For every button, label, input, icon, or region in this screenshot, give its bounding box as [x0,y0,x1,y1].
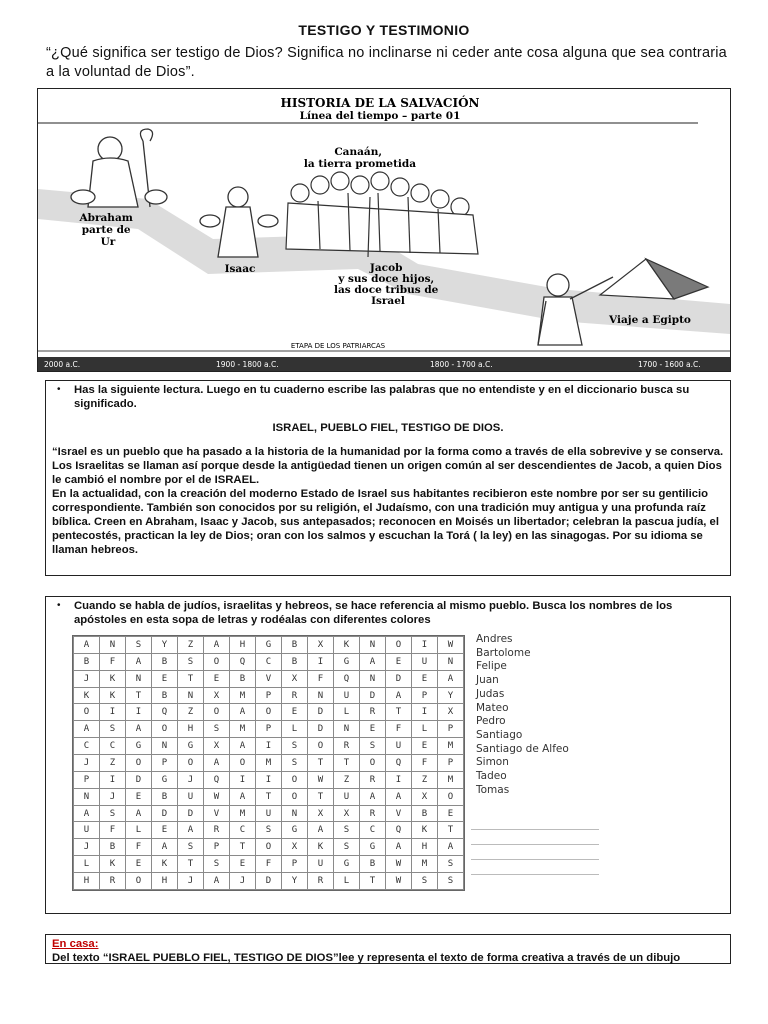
grid-cell[interactable]: Z [100,755,126,772]
grid-cell[interactable]: N [438,653,464,670]
grid-cell[interactable]: X [334,805,360,822]
abraham-label-2: parte de [81,224,131,236]
grid-cell[interactable]: T [230,839,256,856]
grid-row [74,873,464,890]
grid-cell[interactable]: O [126,755,152,772]
grid-cell[interactable]: S [100,721,126,738]
grid-cell[interactable]: G [178,738,204,755]
grid-cell[interactable]: A [178,822,204,839]
grid-cell[interactable]: V [204,805,230,822]
grid-cell[interactable]: F [412,755,438,772]
grid-cell[interactable]: E [282,704,308,721]
grid-row [74,822,464,839]
apostle-name: Santiago [476,728,523,741]
grid-cell[interactable]: K [100,670,126,687]
apostle-name: Pedro [476,715,506,728]
grid-cell[interactable]: O [256,839,282,856]
grid-cell[interactable]: W [204,788,230,805]
grid-cell[interactable]: R [100,873,126,890]
grid-cell[interactable]: U [334,788,360,805]
jacob-label-3: las doce tribus de [333,284,439,296]
pyramid-icon [600,259,708,299]
grid-cell[interactable]: W [308,771,334,788]
grid-cell[interactable]: N [152,738,178,755]
grid-cell[interactable]: S [126,637,152,654]
grid-cell[interactable]: Q [204,771,230,788]
grid-cell[interactable]: H [412,839,438,856]
grid-cell[interactable]: K [412,822,438,839]
egypt-label: Viaje a Egipto [609,314,691,326]
grid-cell[interactable]: A [126,653,152,670]
grid-cell[interactable]: A [204,755,230,772]
grid-cell[interactable]: E [152,670,178,687]
grid-cell[interactable]: T [386,704,412,721]
grid-cell[interactable]: S [282,755,308,772]
grid-cell[interactable]: I [100,704,126,721]
jacob-group-figure [286,172,478,257]
apostle-name: Simon [476,756,509,769]
grid-cell[interactable]: G [256,637,282,654]
grid-cell[interactable]: E [412,738,438,755]
homework-section [45,934,731,964]
grid-cell[interactable]: M [230,687,256,704]
grid-cell[interactable]: N [100,637,126,654]
grid-cell[interactable]: T [438,822,464,839]
grid-cell[interactable]: A [126,805,152,822]
abraham-figure [71,129,167,207]
grid-cell[interactable]: X [204,738,230,755]
grid-cell[interactable]: I [308,653,334,670]
grid-cell[interactable]: E [152,822,178,839]
date-3: 1800 - 1700 a.C. [430,360,493,369]
grid-cell[interactable]: R [334,738,360,755]
grid-cell[interactable]: I [256,738,282,755]
grid-cell[interactable]: P [282,856,308,873]
reading-title: ISRAEL, PUEBLO FIEL, TESTIGO DE DIOS. [272,422,504,434]
grid-cell[interactable]: O [438,788,464,805]
grid-cell[interactable]: C [360,822,386,839]
homework-text: Del texto “ISRAEL PUEBLO FIEL, TESTIGO DE DIOS”lee y representa el texto de forma creativa a través de un dibujo [52,952,681,964]
grid-cell[interactable]: Q [152,704,178,721]
grid-row [74,771,464,788]
grid-cell[interactable]: A [152,839,178,856]
grid-cell[interactable]: Y [152,637,178,654]
grid-cell[interactable]: R [360,704,386,721]
grid-cell[interactable]: A [386,788,412,805]
bullet-icon: • [57,600,61,611]
grid-cell[interactable]: H [152,873,178,890]
grid-cell[interactable]: U [334,687,360,704]
grid-row [74,755,464,772]
grid-cell[interactable]: H [178,721,204,738]
grid-cell[interactable]: B [100,839,126,856]
grid-cell[interactable]: O [256,704,282,721]
grid-cell[interactable]: C [230,822,256,839]
reading-paragraph: En la actualidad, con la creación del moderno Estado de Israel sus habitantes recibieron este nombre por ser su gentilicio correspondiente. También son conocidos por su religión, el Judaísmo, con una tradición muy antigua y una profunda raíz bíblica. Creen en Abraham, Isaac y Jacob, sus antepasados; reconocen en Moisés un libertador; celebran la pascua judía, el pentecostés, practican la ley de Dios; oran con los salmos y escuchan la Torá ( la ley) en las sinagogas. Por su idioma se llaman hebreos. [52,488,719,556]
grid-cell[interactable]: N [74,788,100,805]
grid-cell[interactable]: S [256,822,282,839]
date-2: 1900 - 1800 a.C. [216,360,279,369]
grid-row [74,839,464,856]
grid-cell[interactable]: B [74,653,100,670]
grid-cell[interactable]: R [282,687,308,704]
jacob-label-2: y sus doce hijos, [338,273,435,285]
grid-cell[interactable]: S [438,856,464,873]
grid-cell[interactable]: A [438,839,464,856]
grid-cell[interactable]: S [360,738,386,755]
grid-cell[interactable]: H [74,873,100,890]
grid-cell[interactable]: O [360,755,386,772]
grid-cell[interactable]: G [360,839,386,856]
grid-cell[interactable]: L [334,873,360,890]
grid-cell[interactable]: Y [282,873,308,890]
page-title: TESTIGO Y TESTIMONIO [298,22,470,38]
grid-cell[interactable]: N [308,687,334,704]
grid-cell[interactable]: G [126,738,152,755]
grid-cell[interactable]: J [74,755,100,772]
grid-cell[interactable]: L [334,704,360,721]
grid-cell[interactable]: K [152,856,178,873]
grid-cell[interactable]: A [230,704,256,721]
grid-cell[interactable]: U [256,805,282,822]
grid-cell[interactable]: O [178,755,204,772]
svg-text:Abraham parte de U [78,212,136,248]
intro-quote: “¿Qué significa ser testigo de Dios? Significa no inclinarse ni ceder ante cosa alguna que sea contraria a la voluntad de Dios”. [46,45,727,80]
apostle-name: Judas [476,687,505,700]
grid-cell[interactable]: R [360,771,386,788]
grid-cell[interactable]: R [360,805,386,822]
grid-cell[interactable]: E [360,721,386,738]
grid-cell[interactable]: O [152,721,178,738]
puzzle-instruction: Cuando se habla de judíos, israelitas y hebreos, se hace referencia al mismo pueblo. Busca los nombres de los apóstoles en esta sopa de letras y rodéalas con diferentes colores [74,600,673,626]
grid-cell[interactable]: O [204,704,230,721]
writing-lines [471,829,599,889]
grid-cell[interactable]: I [412,637,438,654]
grid-row [74,788,464,805]
grid-cell[interactable]: O [282,788,308,805]
reading-paragraph: “Israel es un pueblo que ha pasado a la historia de la humanidad por la forma como a través de ella sobrevive y se conserva. [52,446,724,458]
grid-cell[interactable]: R [204,822,230,839]
grid-row [74,738,464,755]
grid-cell[interactable]: D [386,670,412,687]
grid-cell[interactable]: O [74,704,100,721]
grid-cell[interactable]: U [308,856,334,873]
grid-row [74,721,464,738]
grid-cell[interactable]: J [178,771,204,788]
isaac-label: Isaac [224,263,256,275]
grid-cell[interactable]: W [386,873,412,890]
canaan-label-1: Canaán, [334,146,383,158]
reading-section [45,380,731,576]
grid-cell[interactable]: E [204,670,230,687]
grid-cell[interactable]: U [178,788,204,805]
grid-cell[interactable]: M [256,755,282,772]
apostle-name: Santiago de Alfeo [476,742,569,755]
grid-cell[interactable]: G [282,822,308,839]
grid-cell[interactable]: I [256,771,282,788]
apostle-name: Felipe [476,660,507,673]
word-search-grid [72,635,465,891]
grid-cell[interactable]: X [204,687,230,704]
grid-cell[interactable]: W [438,637,464,654]
grid-cell[interactable]: T [256,788,282,805]
grid-cell[interactable]: B [360,856,386,873]
grid-cell[interactable]: B [282,637,308,654]
grid-cell[interactable]: M [230,805,256,822]
homework-label: En casa: [52,938,99,950]
grid-row [74,687,464,704]
grid-cell[interactable]: X [282,670,308,687]
grid-cell[interactable]: T [360,873,386,890]
date-4: 1700 - 1600 a.C. [638,360,701,369]
grid-cell[interactable]: A [308,822,334,839]
grid-cell[interactable]: Q [230,653,256,670]
grid-cell[interactable]: K [100,687,126,704]
grid-cell[interactable]: E [230,856,256,873]
grid-row [74,704,464,721]
grid-cell[interactable]: A [360,653,386,670]
grid-cell[interactable]: A [438,670,464,687]
grid-cell[interactable]: G [152,771,178,788]
grid-cell[interactable]: J [100,788,126,805]
grid-cell[interactable]: K [334,637,360,654]
grid-cell[interactable]: E [412,670,438,687]
grid-cell[interactable]: H [230,637,256,654]
canaan-label-2: la tierra prometida [303,158,417,170]
grid-cell[interactable]: X [412,788,438,805]
grid-cell[interactable]: F [256,856,282,873]
apostle-name: Bartolome [476,646,531,659]
word-search-section [45,596,731,914]
grid-cell[interactable]: Q [386,822,412,839]
grid-cell[interactable]: F [126,839,152,856]
grid-cell[interactable]: F [100,653,126,670]
grid-cell[interactable]: W [386,856,412,873]
grid-cell[interactable]: P [74,771,100,788]
grid-cell[interactable]: M [438,771,464,788]
grid-cell[interactable]: C [100,738,126,755]
grid-cell[interactable]: N [360,670,386,687]
timeline-subtitle: Línea del tiempo – parte 01 [299,110,461,122]
grid-cell[interactable]: D [178,805,204,822]
grid-cell[interactable]: N [178,687,204,704]
grid-cell[interactable]: O [204,653,230,670]
grid-cell[interactable]: A [386,839,412,856]
grid-cell[interactable]: K [74,687,100,704]
grid-cell[interactable]: U [386,738,412,755]
grid-cell[interactable]: B [152,687,178,704]
apostle-name-list [476,633,569,797]
grid-cell[interactable]: U [412,653,438,670]
grid-cell[interactable]: Z [412,771,438,788]
grid-cell[interactable]: J [74,670,100,687]
grid-cell[interactable]: Q [386,755,412,772]
grid-cell[interactable]: A [74,721,100,738]
grid-row [74,805,464,822]
grid-cell[interactable]: B [152,653,178,670]
grid-cell[interactable]: M [438,738,464,755]
grid-cell[interactable]: S [438,873,464,890]
abraham-label-3: Ur [100,236,116,248]
grid-cell[interactable]: G [334,653,360,670]
grid-cell[interactable]: E [438,805,464,822]
grid-cell[interactable]: G [334,856,360,873]
reading-paragraph: Los Israelitas se llaman así porque desde la antigüedad tienen un origen común al ser descendientes de Jacob, a quien Dios le cambió el nombre por el de ISRAEL. [52,460,722,486]
grid-cell[interactable]: Y [438,687,464,704]
grid-cell[interactable]: A [230,788,256,805]
reading-instruction: Has la siguiente lectura. Luego en tu cuaderno escribe las palabras que no entendiste y en el diccionario busca su significado. [74,384,690,410]
grid-cell[interactable]: I [100,771,126,788]
grid-cell[interactable]: L [74,856,100,873]
grid-cell[interactable]: Q [334,670,360,687]
grid-cell[interactable]: I [230,771,256,788]
grid-cell[interactable]: Z [178,637,204,654]
grid-cell[interactable]: P [256,721,282,738]
abraham-label-1: Abraham [79,212,133,224]
grid-cell[interactable]: P [438,721,464,738]
grid-cell[interactable]: V [256,670,282,687]
grid-cell[interactable]: O [230,755,256,772]
grid-cell[interactable]: S [334,839,360,856]
grid-cell[interactable]: P [204,839,230,856]
grid-cell[interactable]: P [152,755,178,772]
grid-cell[interactable]: D [360,687,386,704]
grid-cell[interactable]: A [74,805,100,822]
grid-cell[interactable]: S [178,653,204,670]
timeline-illustration [37,88,731,372]
grid-cell[interactable]: B [230,670,256,687]
grid-cell[interactable]: T [308,788,334,805]
grid-cell[interactable]: K [308,839,334,856]
grid-cell[interactable]: O [308,738,334,755]
grid-cell[interactable]: J [74,839,100,856]
jacob-label-4: Israel [371,295,405,307]
grid-cell[interactable]: U [74,822,100,839]
grid-cell[interactable]: A [230,738,256,755]
grid-cell[interactable]: D [152,805,178,822]
grid-cell[interactable]: S [412,873,438,890]
grid-cell[interactable]: O [126,873,152,890]
grid-cell[interactable]: S [100,805,126,822]
grid-cell[interactable]: F [100,822,126,839]
grid-cell[interactable]: A [204,873,230,890]
apostle-name: Tomas [476,783,510,796]
grid-cell[interactable]: E [126,788,152,805]
grid-cell[interactable]: C [74,738,100,755]
grid-cell[interactable]: C [256,653,282,670]
grid-cell[interactable]: S [204,721,230,738]
grid-cell[interactable]: Z [178,704,204,721]
grid-cell[interactable]: S [204,856,230,873]
grid-cell[interactable]: X [308,637,334,654]
grid-cell[interactable]: L [126,822,152,839]
grid-cell[interactable]: N [360,637,386,654]
grid-cell[interactable]: D [308,704,334,721]
grid-cell[interactable]: T [126,687,152,704]
apostle-name: Juan [476,674,499,687]
grid-cell[interactable]: E [386,653,412,670]
apostle-name: Mateo [476,701,509,714]
grid-cell[interactable]: B [412,805,438,822]
grid-cell[interactable]: F [386,721,412,738]
grid-cell[interactable]: O [282,771,308,788]
bullet-icon: • [57,384,61,395]
timeline-title: HISTORIA DE LA SALVACIÓN [280,96,480,110]
grid-cell[interactable]: O [386,637,412,654]
grid-cell[interactable]: P [256,687,282,704]
grid-cell[interactable]: E [126,856,152,873]
grid-cell[interactable]: S [334,822,360,839]
grid-cell[interactable]: S [282,738,308,755]
jacob-label-1: Jacob [369,262,403,274]
grid-cell[interactable]: P [438,755,464,772]
grid-cell[interactable]: D [126,771,152,788]
grid-cell[interactable]: T [178,670,204,687]
grid-cell[interactable]: A [204,637,230,654]
grid-cell[interactable]: L [412,721,438,738]
grid-cell[interactable]: R [308,873,334,890]
grid-cell[interactable]: D [308,721,334,738]
grid-cell[interactable]: T [308,755,334,772]
grid-cell[interactable]: J [230,873,256,890]
grid-cell[interactable]: N [282,805,308,822]
grid-cell[interactable]: M [412,856,438,873]
grid-cell[interactable]: F [308,670,334,687]
grid-cell[interactable]: V [386,805,412,822]
grid-cell[interactable]: M [230,721,256,738]
grid-cell[interactable]: T [334,755,360,772]
grid-row [74,653,464,670]
grid-cell[interactable]: N [126,670,152,687]
grid-cell[interactable]: Z [334,771,360,788]
apostle-name: Tadeo [476,770,507,783]
date-1: 2000 a.C. [44,360,81,369]
grid-row [74,637,464,654]
grid-cell[interactable]: B [282,653,308,670]
svg-text:Canaán, la tierra promet [304,146,416,170]
grid-cell[interactable]: S [178,839,204,856]
grid-cell[interactable]: K [100,856,126,873]
grid-cell[interactable]: X [282,839,308,856]
grid-cell[interactable]: X [308,805,334,822]
grid-cell[interactable]: L [282,721,308,738]
grid-cell[interactable]: I [412,704,438,721]
grid-cell[interactable]: D [256,873,282,890]
grid-cell[interactable]: I [386,771,412,788]
grid-cell[interactable]: A [74,637,100,654]
grid-row [74,856,464,873]
grid-cell[interactable]: A [360,788,386,805]
grid-cell[interactable]: A [126,721,152,738]
grid-cell[interactable]: I [126,704,152,721]
grid-cell[interactable]: J [178,873,204,890]
apostle-name: Andres [476,633,513,645]
grid-cell[interactable]: B [152,788,178,805]
grid-cell[interactable]: T [178,856,204,873]
grid-cell[interactable]: X [438,704,464,721]
grid-cell[interactable]: N [334,721,360,738]
grid-cell[interactable]: P [412,687,438,704]
grid-cell[interactable]: A [386,687,412,704]
stage-label: ETAPA DE LOS PATRIARCAS [290,342,386,350]
grid-row [74,670,464,687]
